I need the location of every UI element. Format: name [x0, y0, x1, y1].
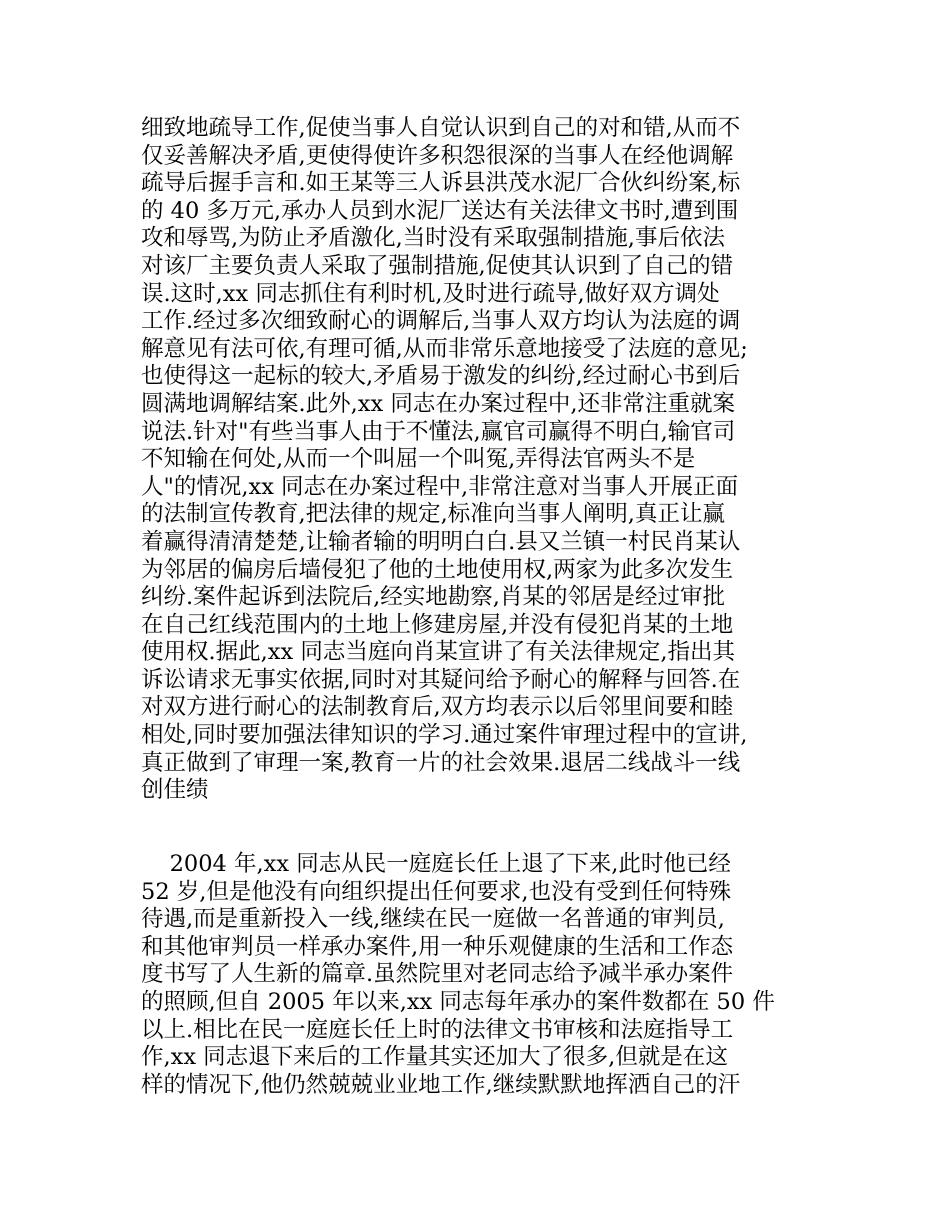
text-line: 待遇,而是重新投入一线,继续在民一庭做一名普通的审判员, [141, 906, 725, 933]
text-line: 在自己红线范围内的土地上修建房屋,并没有侵犯肖某的土地 [141, 611, 734, 638]
text-line: 圆满地调解结案.此外,xx 同志在办案过程中,还非常注重就案 [141, 390, 735, 417]
text-line: 的法制宣传教育,把法律的规定,标准向当事人阐明,真正让赢 [141, 501, 725, 528]
text-line: 创佳绩 [141, 777, 209, 804]
text-line: 样的情况下,他仍然兢兢业业地工作,继续默默地挥洒自己的汗 [141, 1071, 741, 1098]
text-line: 2004 年,xx 同志从民一庭庭长任上退了下来,此时他已经 [141, 851, 731, 877]
text-line: 纠纷.案件起诉到法院后,经实地勘察,肖某的邻居是经过审批 [141, 584, 725, 611]
text-line: 诉讼请求无事实依据,同时对其疑问给予耐心的解释与回答.在 [141, 666, 741, 693]
text-line: 52 岁,但是他没有向组织提出任何要求,也没有受到任何特殊 [141, 878, 732, 905]
text-line: 对双方进行耐心的法制教育后,双方均表示以后邻里间要和睦 [141, 694, 734, 721]
text-line: 细致地疏导工作,促使当事人自觉认识到自己的对和错,从而不 [141, 115, 741, 141]
text-line: 不知输在何处,从而一个叫屈一个叫冤,弄得法官两头不是 [141, 446, 696, 473]
text-line: 解意见有法可依,有理可循,从而非常乐意地接受了法庭的意见; [141, 335, 748, 362]
text-line: 真正做到了审理一案,教育一片的社会效果.退居二线战斗一线 [141, 749, 741, 776]
text-line: 误.这时,xx 同志抓住有利时机,及时进行疏导,做好双方调处 [141, 280, 720, 307]
text-line: 和其他审判员一样承办案件,用一种乐观健康的生活和工作态 [141, 933, 734, 960]
text-line: 度书写了人生新的篇章.虽然院里对老同志给予减半承办案件 [141, 961, 734, 988]
text-line: 作,xx 同志退下来后的工作量其实还加大了很多,但就是在这 [141, 1044, 728, 1071]
text-line: 人"的情况,xx 同志在办案过程中,非常注意对当事人开展正面 [141, 473, 739, 500]
paragraph-2 [141, 851, 831, 1099]
text-line: 疏导后握手言和.如王某等三人诉县洪茂水泥厂合伙纠纷案,标 [141, 170, 741, 197]
text-line: 仅妥善解决矛盾,更使得使许多积怨很深的当事人在经他调解 [141, 142, 734, 169]
text-line: 以上.相比在民一庭庭长任上时的法律文书审核和法庭指导工 [141, 1016, 734, 1043]
text-line: 攻和辱骂,为防止矛盾激化,当时没有采取强制措施,事后依法 [141, 225, 725, 252]
text-line: 也使得这一起标的较大,矛盾易于激发的纠纷,经过耐心书到后 [141, 363, 741, 390]
paragraph-1 [141, 115, 831, 805]
text-line: 工作.经过多次细致耐心的调解后,当事人双方均认为法庭的调 [141, 308, 741, 335]
text-line: 说法.针对"有些当事人由于不懂法,赢官司赢得不明白,输官司 [141, 418, 736, 445]
text-line: 对该厂主要负责人采取了强制措施,促使其认识到了自己的错 [141, 252, 734, 279]
text-line: 的 40 多万元,承办人员到水泥厂送达有关法律文书时,遭到围 [141, 197, 739, 224]
text-line: 着赢得清清楚楚,让输者输的明明白白.县又兰镇一村民肖某认 [141, 528, 741, 555]
text-line: 的照顾,但自 2005 年以来,xx 同志每年承办的案件数都在 50 件 [141, 988, 775, 1015]
text-line: 相处,同时要加强法律知识的学习.通过案件审理过程中的宣讲, [141, 722, 748, 749]
text-line: 为邻居的偏房后墙侵犯了他的土地使用权,两家为此多次发生 [141, 556, 734, 583]
text-line: 使用权.据此,xx 同志当庭向肖某宣讲了有关法律规定,指出其 [141, 639, 735, 666]
